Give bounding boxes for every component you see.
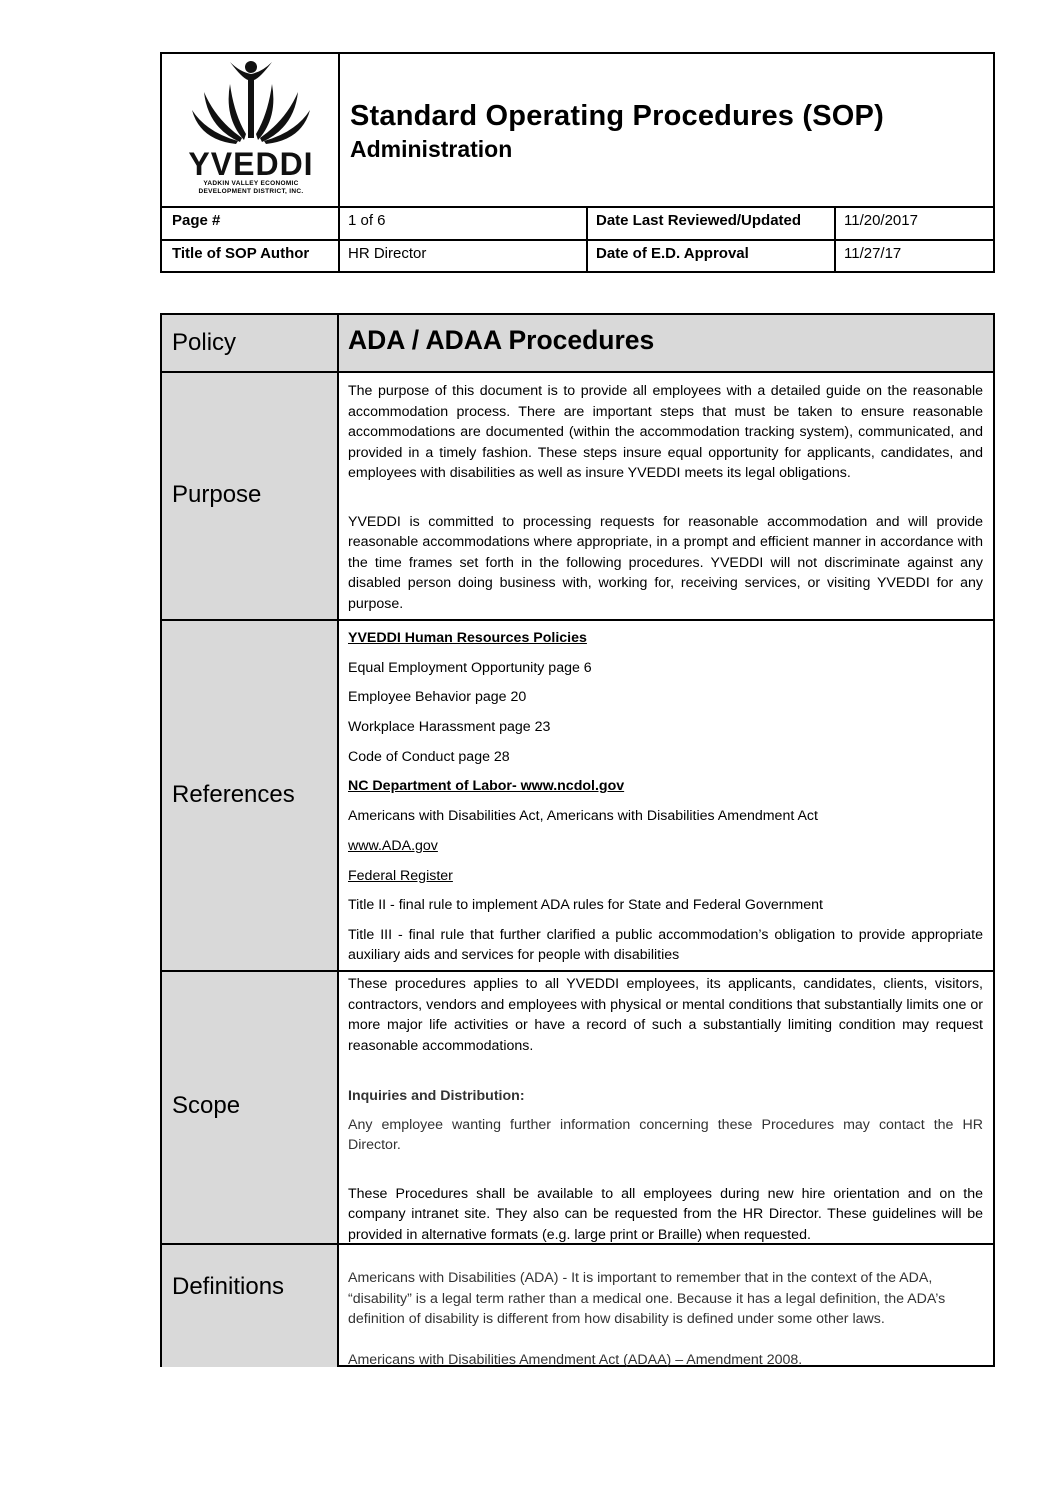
purpose-label-cell xyxy=(162,373,339,619)
logo-subtext xyxy=(162,180,340,196)
sop-header-table xyxy=(160,52,995,273)
approval-value: 11/27/17 xyxy=(844,245,902,262)
reviewed-value: 11/20/2017 xyxy=(844,212,918,229)
definitions-paragraph-1: Americans with Disabilities (ADA) - It is important to remember that in the context of the ADA, “disability” is a legal term rather than a medical one. Because it has a legal definition, the ADA’s definition of disability is different from how disability is defined under some other laws. xyxy=(348,1270,946,1327)
reference-employee-behavior: Employee Behavior page 20 xyxy=(348,689,527,706)
scope-paragraph-3: These Procedures shall be available to all employees during new hire orientation and on the company intranet site. They also can be requested from the HR Director. These guidelines will be provided in alternative formats (e.g. large print or Braille) when requested. xyxy=(348,1185,983,1243)
scope-paragraph-1: These procedures applies to all YVEDDI employees, its applicants, candidates, clients, visitors, contractors, vendors and employees with physical or mental conditions that substantially limits one or more major life activities or have a record of such a substantially limiting condition may request reasonable accommodations. xyxy=(348,976,983,1054)
purpose-content xyxy=(348,381,983,614)
reference-title-iii: Title III - final rule that further clarified a public accommodation’s obligation to provide appropriate auxiliary aids and services for people with disabilities xyxy=(348,926,983,964)
author-label: Title of SOP Author xyxy=(172,245,310,262)
header-row-page xyxy=(162,206,993,239)
logo-subline-2: DEVELOPMENT DISTRICT, INC. xyxy=(198,188,304,195)
document-subtitle: Administration xyxy=(350,136,513,162)
page-value: 1 of 6 xyxy=(348,212,386,229)
definitions-label-cell xyxy=(162,1245,339,1367)
scope-content xyxy=(348,974,983,1245)
definitions-label: Definitions xyxy=(172,1273,285,1300)
definitions-paragraph-2: Americans with Disabilities Amendment Act (ADAA) – Amendment 2008. xyxy=(348,1351,803,1368)
purpose-paragraph-2: YVEDDI is committed to processing requests for reasonable accommodation and will provide reasonable accommodations where appropriate, in a prompt and efficient manner in accordance with the time frames set forth in the following procedures. YVEDDI will not discriminate against any disabled person doing business with, working for, receiving services, or visiting YVEDDI for any purpose. xyxy=(348,513,983,612)
purpose-label: Purpose xyxy=(172,481,262,508)
reference-title-ii: Title II - final rule to implement ADA rules for State and Federal Government xyxy=(348,897,823,914)
logo-cell xyxy=(162,54,340,208)
policy-label-cell xyxy=(162,315,339,371)
document-title: Standard Operating Procedures (SOP) xyxy=(350,100,884,132)
scope-label: Scope xyxy=(172,1092,241,1119)
author-value: HR Director xyxy=(348,245,427,262)
purpose-paragraph-1: The purpose of this document is to provide all employees with a detailed guide on the reasonable accommodation process. There are important steps that must be taken to ensure reasonable accommodations are documented (within the accommodation tracking system), communicated, and provided in a timely fashion. These steps insure equal opportunity for applicants, candidates, and employees with disabilities as well as insure YVEDDI meets its legal obligations. xyxy=(348,383,983,481)
reference-code-of-conduct: Code of Conduct page 28 xyxy=(348,748,510,765)
reference-ada-gov-link[interactable]: www.ADA.gov xyxy=(348,837,438,854)
references-content xyxy=(348,628,983,966)
header-row-author xyxy=(162,239,993,273)
scope-paragraph-2: Any employee wanting further information concerning these Procedures may contact the HR Director. xyxy=(348,1116,983,1153)
reviewed-label: Date Last Reviewed/Updated xyxy=(596,212,802,229)
yveddi-logo-icon xyxy=(190,58,312,148)
definitions-content xyxy=(348,1268,983,1370)
policy-title: ADA / ADAA Procedures xyxy=(348,325,655,355)
approval-label: Date of E.D. Approval xyxy=(596,245,749,262)
reference-federal-register: Federal Register xyxy=(348,867,453,884)
page-label: Page # xyxy=(172,212,221,229)
policy-label: Policy xyxy=(172,329,237,356)
logo-subline-1: YADKIN VALLEY ECONOMIC xyxy=(203,180,299,187)
reference-ada-acts: Americans with Disabilities Act, Americans with Disabilities Amendment Act xyxy=(348,808,818,825)
title-cell xyxy=(340,54,993,208)
references-label-cell xyxy=(162,621,339,970)
reference-hr-policies: YVEDDI Human Resources Policies xyxy=(348,630,587,646)
references-label: References xyxy=(172,781,295,808)
reference-nc-dol-link[interactable]: NC Department of Labor- www.ncdol.gov xyxy=(348,778,625,795)
scope-label-cell xyxy=(162,972,339,1243)
reference-eeo: Equal Employment Opportunity page 6 xyxy=(348,659,592,676)
reference-workplace-harassment: Workplace Harassment page 23 xyxy=(348,719,551,736)
policy-table xyxy=(160,313,995,1367)
logo-wordmark: YVEDDI xyxy=(188,146,314,182)
scope-inquiries-heading: Inquiries and Distribution: xyxy=(348,1088,525,1104)
policy-title-cell xyxy=(339,315,993,371)
